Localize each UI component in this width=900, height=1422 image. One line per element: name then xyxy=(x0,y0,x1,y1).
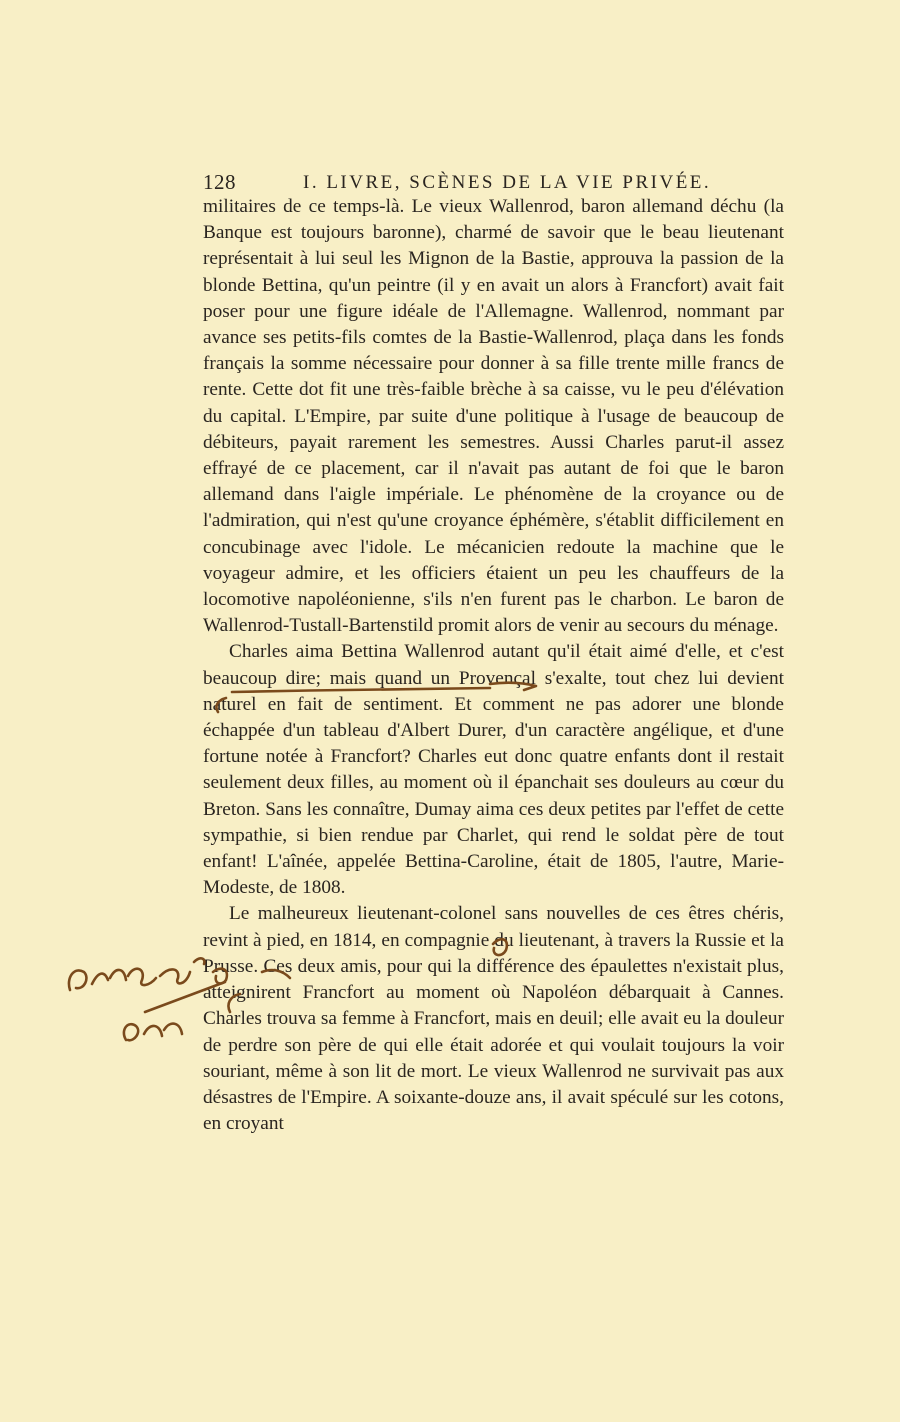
body-text xyxy=(203,194,784,1137)
paragraph-1: militaires de ce temps-là. Le vieux Wallenrod, baron allemand déchu (la Banque est toujours baronne), charmé de savoir que le beau lieutenant représentait à lui seul les Mignon de la Bastie, approuva la passion de la blonde Bettina, qu'un peintre (il y en avait un alors à Francfort) avait fait poser pour une figure idéale de l'Allemagne. Wallenrod, nommant par avance ses petits-fils comtes de la Bastie-Wallenrod, plaça dans les fonds français la somme nécessaire pour donner à sa fille trente mille francs de rente. Cette dot fit une très-faible brèche à sa caisse, vu le peu d'élévation du capital. L'Empire, par suite d'une politique à l'usage de beaucoup de débiteurs, payait rarement les semestres. Aussi Charles parut-il assez effrayé de ce placement, car il n'avait pas autant de foi que le baron allemand dans l'aigle impériale. Le phénomène de la croyance ou de l'admiration, qui n'est qu'une croyance éphémère, s'établit difficilement en concubinage avec l'idole. Le mécanicien redoute la machine que le voyageur admire, et les officiers étaient un peu les chauffeurs de la locomotive napoléonienne, s'ils n'en furent pas le charbon. Le baron de Wallenrod-Tustall-Bartenstild promit alors de venir au secours du ménage. xyxy=(203,196,784,637)
paragraph-3: Le malheureux lieutenant-colonel sans nouvelles de ces êtres chéris, revint à pied, en 1814, en compagnie du lieutenant, à travers la Russie et la Prusse. Ces deux amis, pour qui la différence des épaulettes n'existait plus, atteignirent Francfort au moment où Napoléon débarquait à Cannes. Charles trouva sa femme à Francfort, mais en deuil; elle avait eu la douleur de perdre son père de qui elle était adorée et qui voulait toujours la voir souriant, même à son lit de mort. Le vieux Wallenrod ne survivait pas aux désastres de l'Empire. A soixante-douze ans, il avait spéculé sur les cotons, en croyant xyxy=(203,903,784,1135)
running-header xyxy=(203,166,781,196)
handwritten-margin-note xyxy=(69,958,204,990)
running-title: I. LIVRE, SCÈNES DE LA VIE PRIVÉE. xyxy=(303,172,712,193)
page-number: 128 xyxy=(203,170,236,194)
paragraph-2: Charles aima Bettina Wallenrod autant qu'il était aimé d'elle, et c'est beaucoup dire; mais quand un Provençal s'exalte, tout chez lui devient naturel en fait de sentiment. Et comment ne pas adorer une blonde échappée d'un tableau d'Albert Durer, d'un caractère angélique, et d'une fortune notée à Francfort? Charles eut donc quatre enfants dont il restait seulement deux filles, au moment où il épanchait ses douleurs au cœur du Breton. Sans les connaître, Dumay aima ces deux petites par l'effet de cette sympathie, si bien rendue par Charlet, qui rend le soldat père de tout enfant! L'aînée, appelée Bettina-Caroline, était de 1805, l'autre, Marie-Modeste, de 1808. xyxy=(203,641,784,899)
handwritten-margin-note xyxy=(124,1024,182,1041)
